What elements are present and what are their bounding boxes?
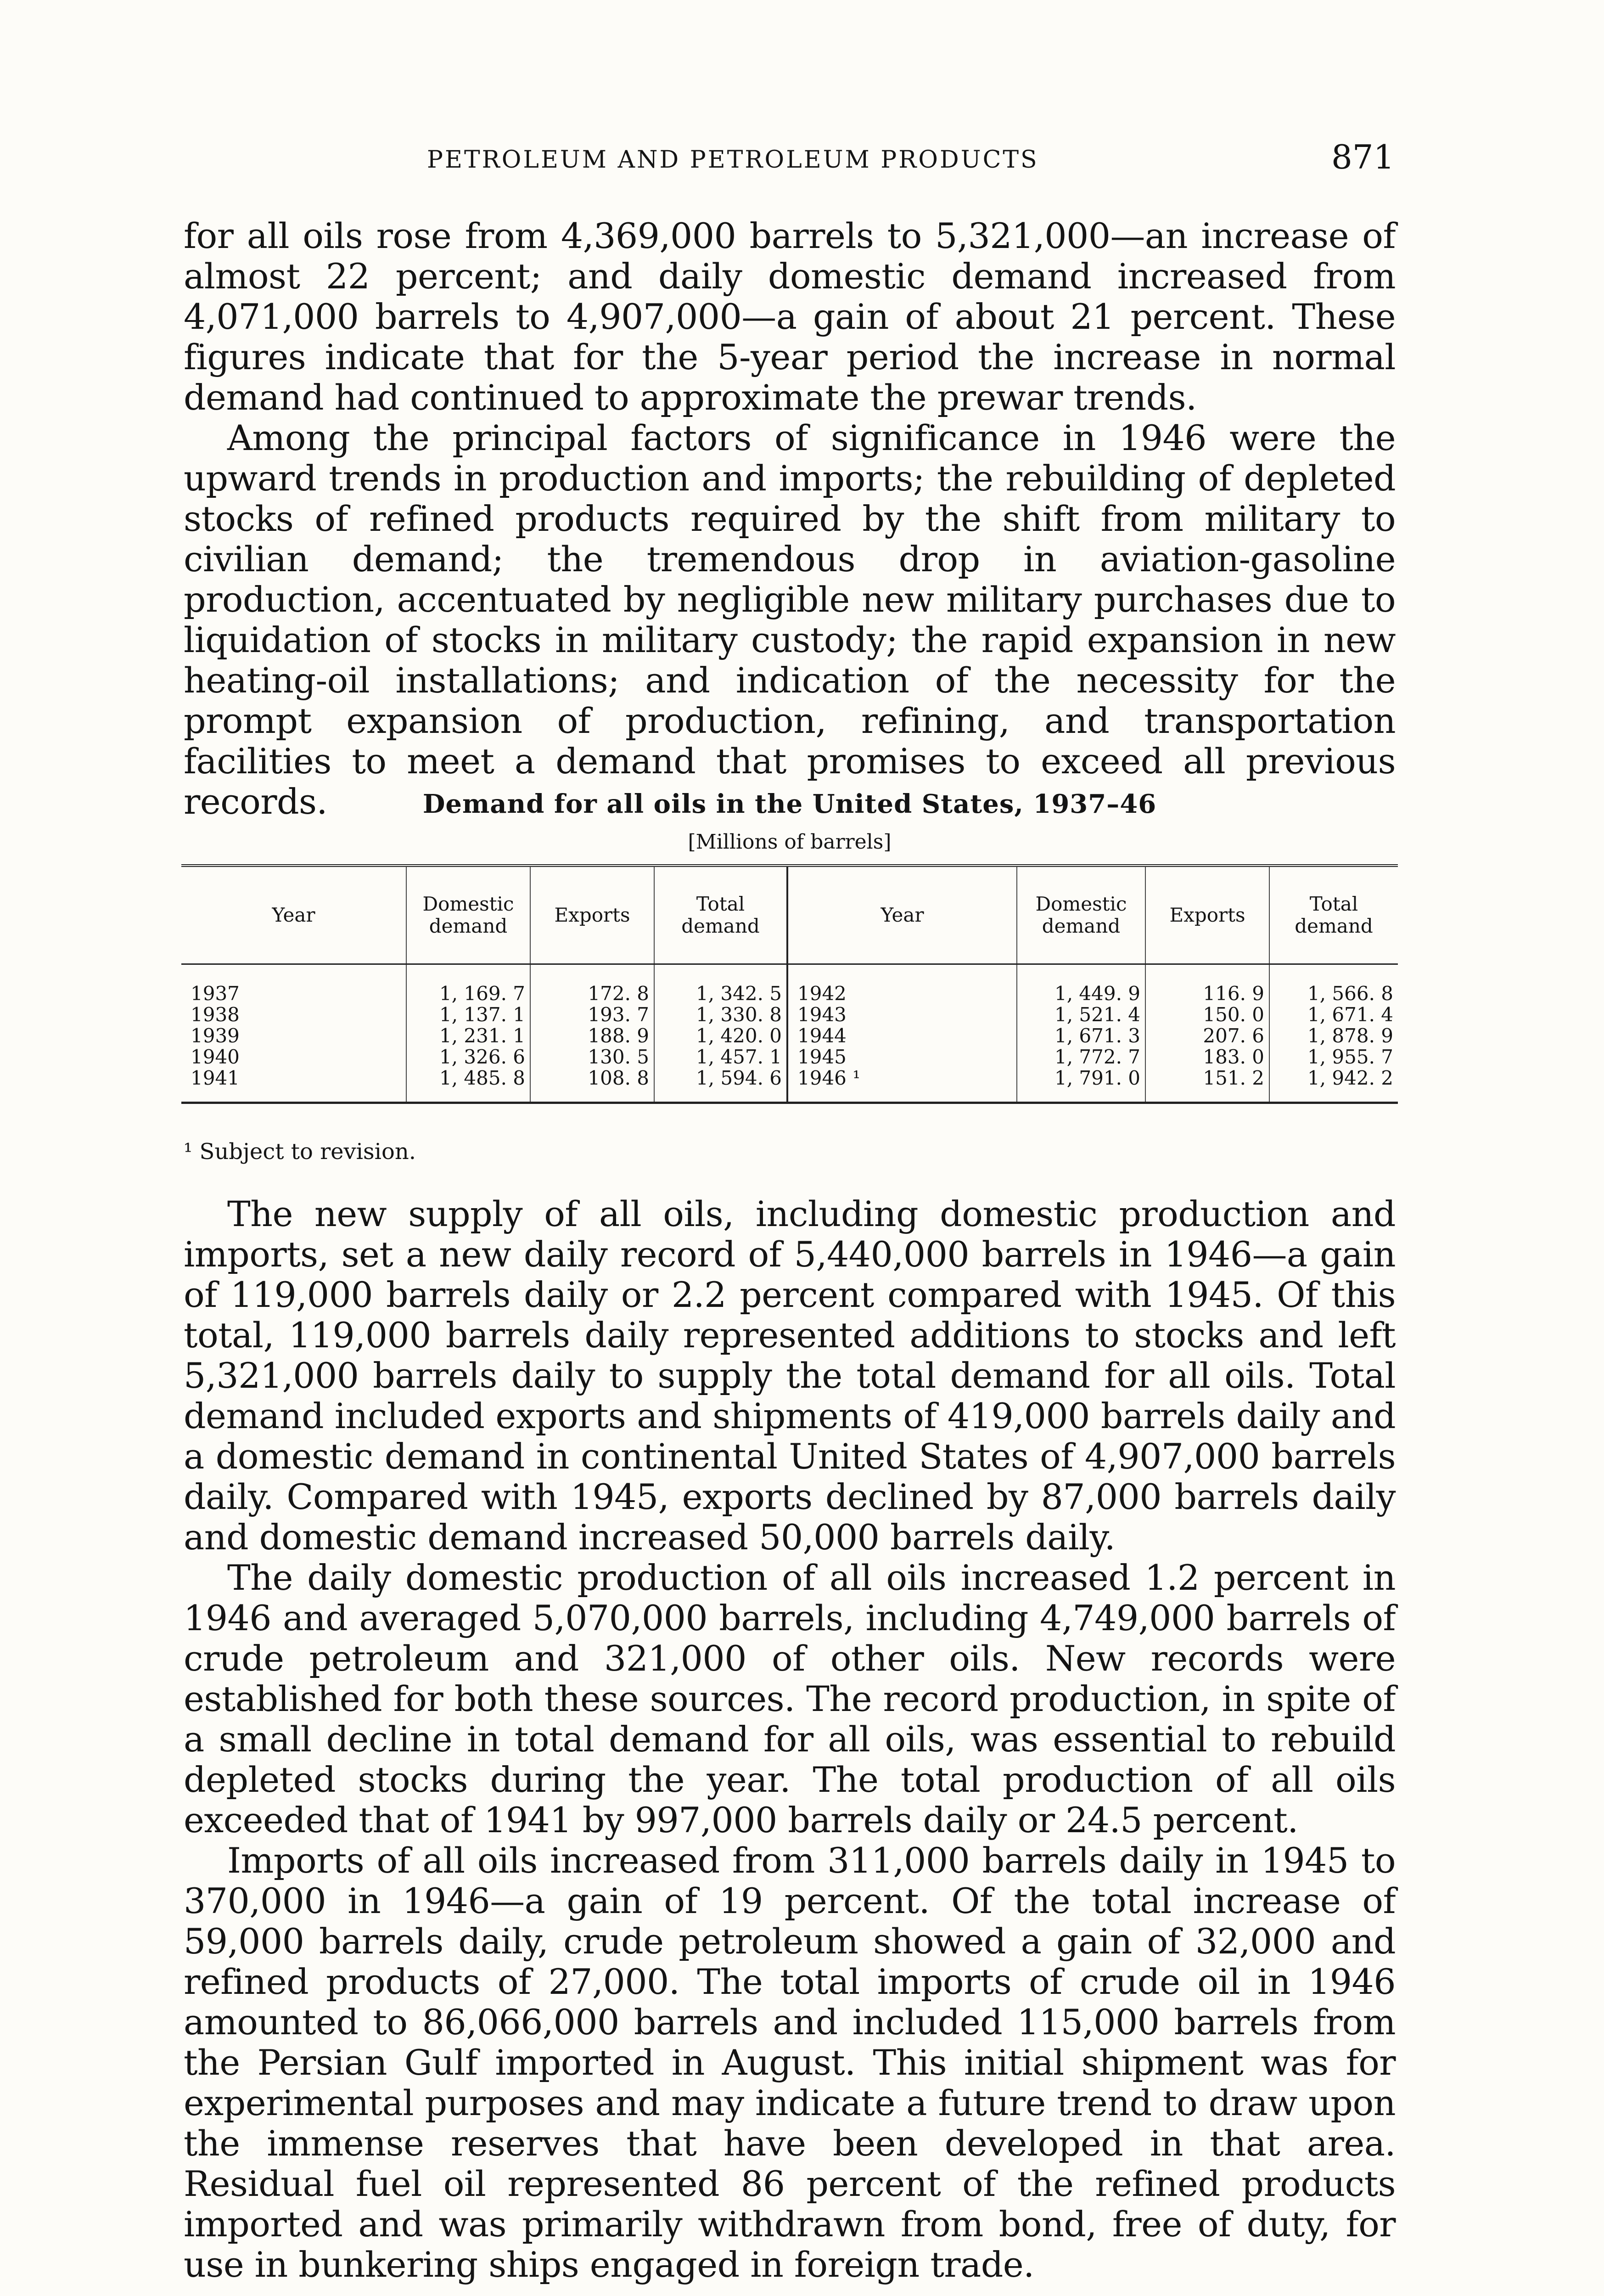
year-cell: 1937: [191, 982, 240, 1005]
body-text: [184, 1194, 1396, 2285]
year-cell: 1946 ¹: [787, 1068, 1017, 1103]
value-cell: 193. 7: [530, 1004, 654, 1025]
intro-text: [184, 216, 1396, 822]
value-cell: 151. 2: [1145, 1068, 1269, 1103]
value-cell: 1, 169. 7: [406, 964, 530, 1005]
year-cell: 1945: [787, 1047, 1017, 1068]
paragraph: The new supply of all oils, including domestic production and imports, set a new daily record of 5,440,000 barrels in 1946—a gain of 119,000 barrels daily or 2.2 percent compared with 1945. Of this total, 119,000 barrels daily represented additions to stocks and left 5,321,000 barrels daily to supply the total demand for all oils. Total demand included exports and shipments of 419,000 barrels daily and a domestic demand in continental United States of 4,907,000 barrels daily. Compared with 1945, exports declined by 87,000 barrels daily and domestic demand increased 50,000 barrels daily.: [184, 1193, 1396, 1558]
year-cell: 1942: [787, 964, 1017, 1005]
value-cell: 1, 878. 9: [1269, 1025, 1398, 1047]
year-cell: 1938: [191, 1003, 240, 1026]
column-header: Year: [181, 866, 406, 964]
value-cell: 183. 0: [1145, 1047, 1269, 1068]
value-cell: 1, 772. 7: [1017, 1047, 1145, 1068]
column-header: Domestic demand: [406, 866, 530, 964]
year-cell: 1940: [191, 1046, 240, 1068]
table-units: [Millions of barrels]: [688, 830, 892, 854]
value-cell: 1, 521. 4: [1017, 1004, 1145, 1025]
value-cell: 108. 8: [530, 1068, 654, 1103]
value-cell: 1, 671. 3: [1017, 1025, 1145, 1047]
table-footnote: ¹ Subject to revision.: [184, 1139, 416, 1165]
value-cell: 1, 342. 5: [654, 964, 787, 1005]
value-cell: 1, 485. 8: [406, 1068, 530, 1103]
column-header: Year: [787, 866, 1017, 964]
value-cell: 207. 6: [1145, 1025, 1269, 1047]
value-cell: 1, 231. 1: [406, 1025, 530, 1047]
running-head: PETROLEUM AND PETROLEUM PRODUCTS: [427, 146, 1039, 174]
value-cell: 1, 449. 9: [1017, 964, 1145, 1005]
value-cell: 172. 8: [530, 964, 654, 1005]
value-cell: 1, 330. 8: [654, 1004, 787, 1025]
column-header: Domestic demand: [1017, 866, 1145, 964]
table-row: [181, 1004, 1398, 1025]
value-cell: 1, 137. 1: [406, 1004, 530, 1025]
year-cell: 1939: [191, 1024, 240, 1047]
value-cell: 1, 594. 6: [654, 1068, 787, 1103]
table-header-row: [181, 866, 1398, 964]
table-row: [181, 1068, 1398, 1103]
year-cell: 1941: [191, 1067, 240, 1089]
table-row: [181, 964, 1398, 1005]
value-cell: 1, 457. 1: [654, 1047, 787, 1068]
table-row: [181, 1025, 1398, 1047]
table-row: [181, 1047, 1398, 1068]
value-cell: 188. 9: [530, 1025, 654, 1047]
value-cell: 150. 0: [1145, 1004, 1269, 1025]
value-cell: 1, 671. 4: [1269, 1004, 1398, 1025]
value-cell: 1, 326. 6: [406, 1047, 530, 1068]
year-cell: 1943: [787, 1004, 1017, 1025]
demand-table: [181, 864, 1398, 1104]
paragraph: The daily domestic production of all oils increased 1.2 percent in 1946 and averaged 5,070,000 barrels, including 4,749,000 barrels of crude petroleum and 321,000 of other oils. New records were established for both these sources. The record production, in spite of a small decline in total demand for all oils, was essential to rebuild depleted stocks during the year. The total production of all oils exceeded that of 1941 by 997,000 barrels daily or 24.5 percent.: [184, 1557, 1396, 1840]
paragraph: Imports of all oils increased from 311,000 barrels daily in 1945 to 370,000 in 1946—a gain of 19 percent. Of the total increase of 59,000 barrels daily, crude petroleum showed a gain of 32,000 and refined products of 27,000. The total imports of crude oil in 1946 amounted to 86,066,000 barrels and included 115,000 barrels from the Persian Gulf imported in August. This initial shipment was for experimental purposes and may indicate a future trend to draw upon the immense reserves that have been developed in that area. Residual fuel oil represented 86 percent of the refined products imported and was primarily withdrawn from bond, free of duty, for use in bunkering ships engaged in foreign trade.: [184, 1840, 1396, 2285]
value-cell: 1, 420. 0: [654, 1025, 787, 1047]
paragraph: Among the principal factors of significance in 1946 were the upward trends in production and imports; the rebuilding of depleted stocks of refined products required by the shift from military to civilian demand; the tremendous drop in aviation-gasoline production, accentuated by negligible new military purchases due to liquidation of stocks in military custody; the rapid expansion in new heating-oil installations; and indication of the necessity for the prompt expansion of production, refining, and transportation facilities to meet a demand that promises to exceed all previous records.: [184, 417, 1396, 822]
value-cell: 1, 942. 2: [1269, 1068, 1398, 1103]
paragraph: for all oils rose from 4,369,000 barrels to 5,321,000—an increase of almost 22 percent; and daily domestic demand increased from 4,071,000 barrels to 4,907,000—a gain of about 21 percent. These figures indicate that for the 5-year period the increase in normal demand had continued to approximate the prewar trends.: [184, 215, 1396, 418]
page-number: 871: [1331, 138, 1395, 176]
column-header: Exports: [1145, 866, 1269, 964]
value-cell: 116. 9: [1145, 964, 1269, 1005]
year-cell: 1944: [787, 1025, 1017, 1047]
column-header: Total demand: [1269, 866, 1398, 964]
column-header: Exports: [530, 866, 654, 964]
value-cell: 1, 955. 7: [1269, 1047, 1398, 1068]
column-header: Total demand: [654, 866, 787, 964]
value-cell: 1, 566. 8: [1269, 964, 1398, 1005]
value-cell: 1, 791. 0: [1017, 1068, 1145, 1103]
table-title: Demand for all oils in the United States, 1937–46: [422, 789, 1157, 819]
value-cell: 130. 5: [530, 1047, 654, 1068]
